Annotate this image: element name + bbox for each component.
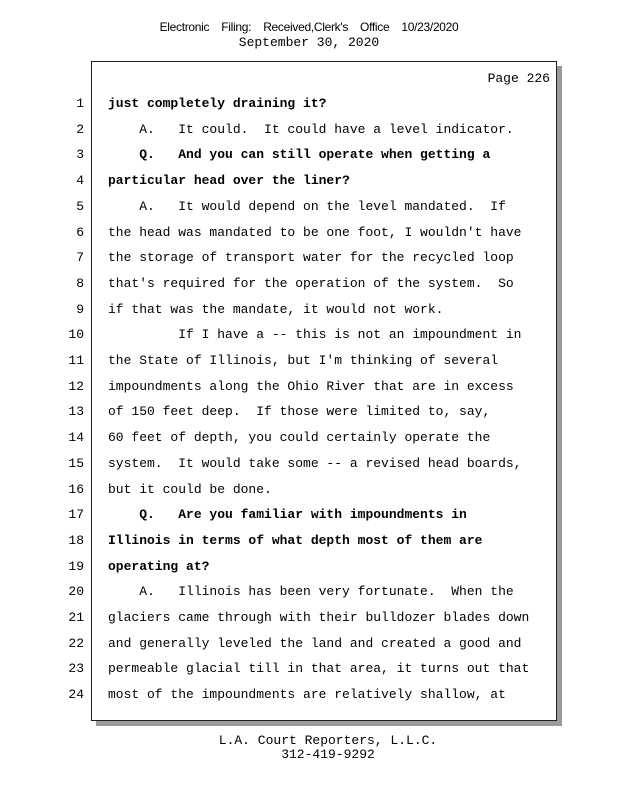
line-text: If I have a -- this is not an impoundment in bbox=[108, 327, 522, 342]
line-number: 7 bbox=[76, 250, 84, 265]
line-number: 15 bbox=[68, 456, 84, 471]
filing-stamp-part: Filing: bbox=[221, 20, 252, 34]
line-text: the State of Illinois, but I'm thinking of several bbox=[108, 353, 499, 368]
filing-stamp-part: 10/23/2020 bbox=[401, 20, 459, 34]
line-number: 4 bbox=[76, 173, 84, 188]
transcript-date: September 30, 2020 bbox=[238, 35, 380, 50]
line-text: that's required for the operation of the system. So bbox=[108, 276, 514, 291]
line-text: permeable glacial till in that area, it turns out that bbox=[108, 661, 530, 676]
line-number: 3 bbox=[76, 147, 84, 162]
line-number: 23 bbox=[68, 661, 84, 676]
line-text: most of the impoundments are relatively shallow, at bbox=[108, 687, 506, 702]
line-number: 12 bbox=[68, 379, 84, 394]
line-text: if that was the mandate, it would not work. bbox=[108, 302, 444, 317]
line-text: and generally leveled the land and created a good and bbox=[108, 636, 522, 651]
question-line-text: Q. Are you familiar with impoundments in bbox=[108, 507, 467, 522]
filing-stamp bbox=[0, 20, 618, 34]
reporter-phone: 312-419-9292 bbox=[281, 747, 375, 762]
question-line-text: just completely draining it? bbox=[108, 96, 327, 111]
line-text: A. Illinois has been very fortunate. When the bbox=[108, 584, 514, 599]
question-line-text: operating at? bbox=[108, 559, 210, 574]
question-line-text: particular head over the liner? bbox=[108, 173, 350, 188]
line-text: glaciers came through with their bulldozer blades down bbox=[108, 610, 530, 625]
line-number: 10 bbox=[68, 327, 84, 342]
line-number: 16 bbox=[68, 482, 84, 497]
line-number: 8 bbox=[76, 276, 84, 291]
line-number: 18 bbox=[68, 533, 84, 548]
line-number: 17 bbox=[68, 507, 84, 522]
line-text: 60 feet of depth, you could certainly operate the bbox=[108, 430, 491, 445]
question-line-text: Illinois in terms of what depth most of them are bbox=[108, 533, 483, 548]
line-text: A. It would depend on the level mandated. If bbox=[108, 199, 506, 214]
line-number: 1 bbox=[76, 96, 84, 111]
line-text: the head was mandated to be one foot, I wouldn't have bbox=[108, 225, 522, 240]
line-text: the storage of transport water for the recycled loop bbox=[108, 250, 514, 265]
line-text: but it could be done. bbox=[108, 482, 272, 497]
line-text: system. It would take some -- a revised head boards, bbox=[108, 456, 522, 471]
line-number: 19 bbox=[68, 559, 84, 574]
line-text: of 150 feet deep. If those were limited to, say, bbox=[108, 404, 491, 419]
line-number: 14 bbox=[68, 430, 84, 445]
page-number: Page 226 bbox=[487, 71, 550, 86]
question-line-text: Q. And you can still operate when getting a bbox=[108, 147, 491, 162]
line-number: 20 bbox=[68, 584, 84, 599]
line-text: A. It could. It could have a level indicator. bbox=[108, 122, 514, 137]
reporter-company: L.A. Court Reporters, L.L.C. bbox=[218, 733, 438, 748]
line-number: 5 bbox=[76, 199, 84, 214]
line-number: 24 bbox=[68, 687, 84, 702]
line-number: 13 bbox=[68, 404, 84, 419]
filing-stamp-part: Received,Clerk's bbox=[263, 20, 349, 34]
line-number: 6 bbox=[76, 225, 84, 240]
line-number: 11 bbox=[68, 353, 84, 368]
line-number: 21 bbox=[68, 610, 84, 625]
line-number: 2 bbox=[76, 122, 84, 137]
line-text: impoundments along the Ohio River that are in excess bbox=[108, 379, 514, 394]
filing-stamp-part: Electronic bbox=[159, 20, 210, 34]
line-number: 9 bbox=[76, 302, 84, 317]
filing-stamp-part: Office bbox=[360, 20, 390, 34]
line-number: 22 bbox=[68, 636, 84, 651]
